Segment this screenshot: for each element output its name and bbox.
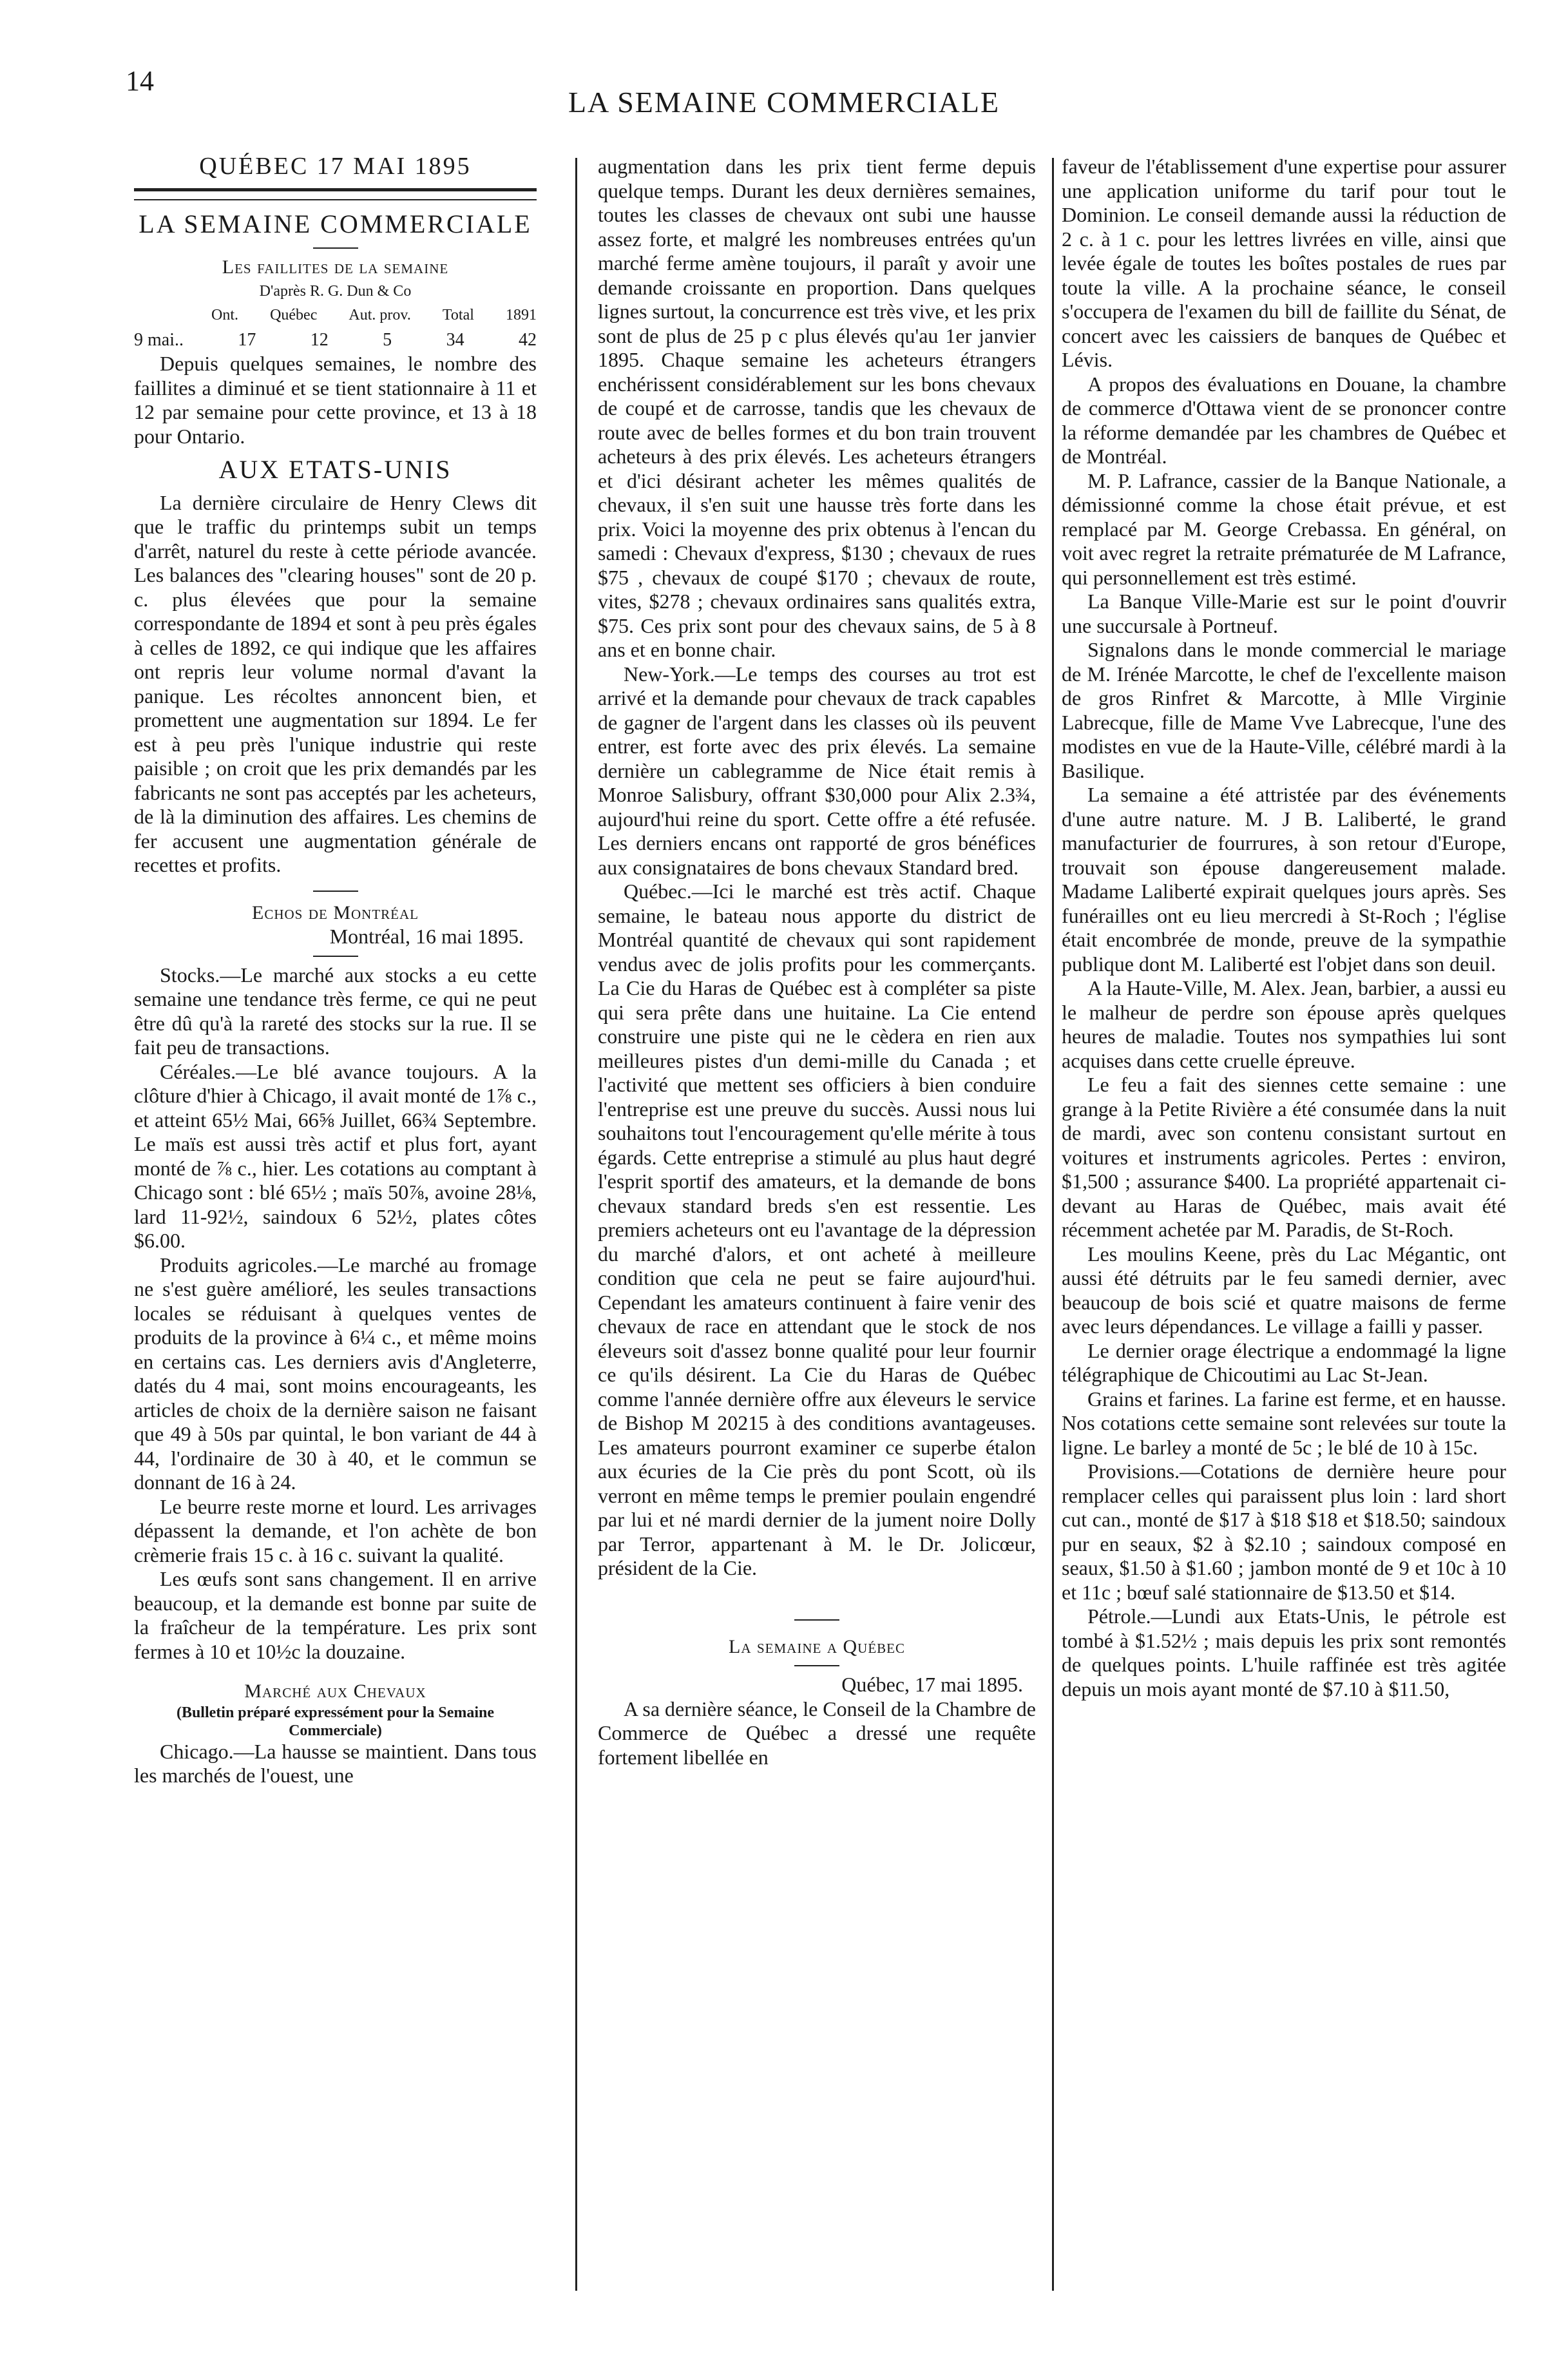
faillites-table-header xyxy=(134,303,537,328)
paragraph: A la Haute-Ville, M. Alex. Jean, barbier, a aussi eu le malheur de perdre son épouse après quelques heures de maladie. Toutes nos sympathies lui sont acquises dans cette cruelle épreuve. xyxy=(1062,976,1506,1072)
paragraph: Le feu a fait des siennes cette semaine : une grange à la Petite Rivière a été consumée dans la nuit de mardi, avec son contenu consistant surtout en voitures et instruments agricoles. Pertes : environ, $1,500 ; assurance $400. La propriété appartenait ci-devant au Haras de Québec, mais avait été récemment achetée par M. Paradis, de St-Roch. xyxy=(1062,1073,1506,1241)
table-cell: 12 xyxy=(310,329,329,350)
double-rule xyxy=(134,188,537,191)
column-2 xyxy=(598,155,1036,1769)
paragraph: M. P. Lafrance, cassier de la Banque Nationale, a démissionné comme la chose était prévue, et est remplacé par M. George Crebassa. En général, on voit avec regret la retraite prématurée de M Lafrance, qui personnellement est très estimé. xyxy=(1062,468,1506,589)
paragraph: Québec.—Ici le marché est très actif. Chaque semaine, le bateau nous apporte du district de Montréal quantité de chevaux qui sont rapidement vendus avec de jolis profits pour les commerçants. La Cie du Haras de Québec est à compléter sa piste qui sera prête dans une huitaine. La Cie entend construire une piste qui ne le cèdera en rien aux meilleures pistes d'un demi-mille du Canada ; et l'activité que mettent ses officiers à bien conduire l'entreprise est une preuve du succès. Aussi nous lui souhaitons tout l'encouragement qu'elle mérite à tous égards. Cette entreprise a stimulé au plus haut degré l'esprit sportif des amateurs, et la demande de bons chevaux standard breds s'en est ressentie. Les premiers acheteurs ont eu l'avantage de la dépression du marché d'alors, et ont acheté à meilleure condition que cela ne peut se faire aujourd'hui. Cependant les amateurs continuent à faire venir des chevaux de race en attendant que le stock de nos éleveurs soit d'assez bonne qualité pour leur fournir ce qu'ils désirent. La Cie du Haras de Québec comme l'année dernière offre aux éleveurs le service de Bishop M 20215 à des conditions avantageuses. Les amateurs pourront examiner ce superbe étalon aux écuries de la Cie près du pont Scott, où ils verront en même temps le premier poulain engendré par lui et né mardi dernier de la jument noire Dolly par Terror, appartenant à M. le Dr. Jolicœur, président de la Cie. xyxy=(598,880,1036,1579)
short-rule xyxy=(794,1665,839,1666)
paragraph: La dernière circulaire de Henry Clews dit que le traffic du printemps subit un temps d'arrêt, naturel du reste à cette période avancée. Les balances des "clearing houses" sont de 20 p. c. plus élevées que pour la semaine correspondante de 1894 et sont à peu près égales à celles de 1892, ce qui indique que les affaires ont repris leur volume normal d'avant la panique. Les récoltes annoncent bien, et promettent une augmentation sur 1894. Le fer est à peu près l'unique industrie qui reste paisible ; on croit que les prix demandés par les fabricants ne sont pas acceptés par les acheteurs, de là la diminution des affaires. Les chemins de fer accusent une augmentation générale de recettes et profits. xyxy=(134,490,537,876)
paragraph: Chicago.—La hausse se maintient. Dans tous les marchés de l'ouest, une xyxy=(134,1739,537,1787)
paragraph: augmentation dans les prix tient ferme depuis quelque temps. Durant les deux dernières semaines, toutes les classes de chevaux ont subi une hausse assez forte, et malgré les nombreuses entrées qu'un marché ferme amène toujours, il paraît y avoir une demande croissante en proportion. Dans quelques lignes surtout, la concurrence est très vive, et les prix sont de plus de 25 p c plus élevés qu'au 1er janvier 1895. Chaque semaine les acheteurs étrangers enchérissent considérablement sur les bons chevaux de coupé et de carrosse, tandis que les chevaux de route avec de belles formes et du bon train trouvent acheteurs à des prix élevés. Les acheteurs étrangers et d'ici désirant acheter les mêmes qualités de chevaux, il s'en suit une hausse très forte dans les prix. Voici la moyenne des prix obtenus à l'encan du samedi : Chevaux d'express, $130 ; chevaux de rues $75 , chevaux de coupé $170 ; chevaux de route, vites, $278 ; chevaux ordinaires sans qualités extra, $75. Ces prix sont pour des chevaux sains, de 5 à 8 ans et en bonne chair. xyxy=(598,155,1036,661)
table-header-cell: Québec xyxy=(270,307,318,323)
dateline: QUÉBEC 17 MAI 1895 xyxy=(199,153,472,180)
table-cell: 34 xyxy=(446,329,464,350)
paragraph: Signalons dans le monde commercial le mariage de M. Irénée Marcotte, le chef de l'excellente maison de gros Rinfret & Marcotte, à Mlle Virginie Labrecque, fille de Mame Vve Labrecque, l'une des modistes en vue de la Haute-Ville, célébré mardi à la Basilique. xyxy=(1062,638,1506,782)
faillites-heading: Les faillites de la semaine xyxy=(222,256,449,278)
section-heading: Marché aux Chevaux xyxy=(244,1681,426,1702)
section-heading: La semaine a Québec xyxy=(729,1635,905,1657)
column-rule-1 xyxy=(575,158,577,2291)
paragraph: Stocks.—Le marché aux stocks a eu cette semaine une tendance très ferme, ce qui ne peut être dû qu'à la rareté des stocks sur la rue. Il se fait peu de transactions. xyxy=(134,963,537,1059)
bulletin-note: (Bulletin préparé expressément pour la Semaine Commerciale) xyxy=(176,1704,495,1739)
paragraph: Le beurre reste morne et lourd. Les arrivages dépassent la demande, et l'on achète de bon crèmerie frais 15 c. à 16 c. suivant la qualité. xyxy=(134,1494,537,1566)
paragraph: A propos des évaluations en Douane, la chambre de commerce d'Ottawa vient de se prononcer contre la réforme demandée par les chambres de Québec et de Montréal. xyxy=(1062,372,1506,468)
table-cell: 5 xyxy=(383,329,392,350)
paragraph: Les œufs sont sans changement. Il en arrive beaucoup, et la demande est bonne par suite de la fraîcheur de la température. Les prix sont fermes à 10 et 10½c la douzaine. xyxy=(134,1567,537,1663)
table-header-cell: 1891 xyxy=(505,307,537,323)
table-header-cell: Total xyxy=(442,307,474,323)
masthead: LA SEMAINE COMMERCIALE xyxy=(139,209,532,238)
short-rule xyxy=(313,247,358,249)
paragraph: Le dernier orage électrique a endommagé la ligne télégraphique de Chicoutimi au Lac St-Jean. xyxy=(1062,1338,1506,1386)
paragraph: La semaine a été attristée par des événements d'une autre nature. M. J B. Laliberté, le grand manufacturier de fourrures, à son retour d'Europe, trouvait son épouse dangereusement malade. Madame Laliberté expirait quelques jours après. Ses funérailles ont eu lieu mercredi à St-Roch ; l'église était encombrée de monde, preuve de la sympathie publique dont M. Laliberté est l'objet dans son deuil. xyxy=(1062,783,1506,976)
paragraph: Grains et farines. La farine est ferme, et en hausse. Nos cotations cette semaine sont relevées sur toute la ligne. Le barley a monté de 5c ; le blé de 10 à 15c. xyxy=(1062,1387,1506,1459)
column-rule-2 xyxy=(1052,158,1054,2291)
paragraph: Produits agricoles.—Le marché au fromage ne s'est guère amélioré, les seules transactions locales se réduisant à quelques ventes de produits de la province à 6¼ c., et même moins en certains cas. Les derniers avis d'Angleterre, datés du 4 mai, sont moins encourageants, les articles de choix de la dernière saison ne faisant que 49 à 50s par quintal, le bon variant de 44 à 44, l'ordinaire de 30 à 40, et le commun se donnant de 16 à 24. xyxy=(134,1253,537,1494)
table-header-cell: Ont. xyxy=(211,307,238,323)
dateline-montreal: Montréal, 16 mai 1895. xyxy=(329,925,524,948)
paragraph: New-York.—Le temps des courses au trot est arrivé et la demande pour chevaux de track capables de gagner de l'argent dans les classes où ils peuvent entrer, est forte avec des prix élevés. La semaine dernière un cablegramme de Nice était remis à Monroe Salisbury, offrant $30,000 pour Alix 2.3¾, aujourd'hui reine du sport. Cette offre a été refusée. Les derniers encans ont rapporté de gros bénéfices aux consignataires de bons chevaux Standard bred. xyxy=(598,662,1036,879)
section-heading: Echos de Montréal xyxy=(252,901,419,923)
table-cell: 42 xyxy=(518,329,537,350)
short-rule xyxy=(313,956,358,957)
column-3 xyxy=(1062,155,1506,1701)
table-cell: 17 xyxy=(238,329,256,350)
paragraph: faveur de l'établissement d'une expertise pour assurer une application uniforme du tarif pour tout le Dominion. Le conseil demande aussi la réduction de 2 c. à 1 c. pour les lettres livrées en ville, ainsi que levée égale de toutes les boîtes postales de rues par toute la ville. A la prochaine séance, le conseil s'occupera de l'examen du bill de faillite du Sénat, de concert avec les caissiers de banques de Québec et Lévis. xyxy=(1062,155,1506,371)
page-number: 14 xyxy=(126,65,154,97)
column-1 xyxy=(134,155,537,1788)
short-rule xyxy=(313,891,358,892)
faillites-table-row xyxy=(134,328,537,352)
faillites-source: D'après R. G. Dun & Co xyxy=(259,282,412,300)
dateline-quebec: Québec, 17 mai 1895. xyxy=(841,1673,1023,1696)
paragraph: Les moulins Keene, près du Lac Mégantic, ont aussi été détruits par le feu samedi dernier, avec beaucoup de bois scié et quatre maisons de ferme avec leurs dépendances. Le village a failli y passer. xyxy=(1062,1242,1506,1338)
faillites-table xyxy=(134,303,537,352)
section-heading: AUX ETATS-UNIS xyxy=(218,455,452,484)
paragraph: Céréales.—Le blé avance toujours. A la clôture d'hier à Chicago, il avait monté de 1⅞ c., et atteint 65½ Mai, 66⅝ Juillet, 66¾ Septembre. Le maïs est aussi très actif et plus fort, ayant monté de ⅞ c., hier. Les cotations au comptant à Chicago sont : blé 65½ ; maïs 50⅞, avoine 28⅛, lard 11-92½, saindoux 6 52½, plates côtes $6.00. xyxy=(134,1059,537,1252)
paragraph: Provisions.—Cotations de dernière heure pour remplacer celles qui paraissent plus loin : lard short cut can., monté de $17 à $18 $18 et $18.50; saindoux pur en seaux, $2 à $2.10 ; saindoux composé en seaux, $1.50 à $1.60 ; jambon monté de 9 et 10c à 10 et 11c ; bœuf salé stationnaire de $13.50 et $14. xyxy=(1062,1460,1506,1604)
table-cell: 9 mai.. xyxy=(134,329,184,350)
table-header-cell: Aut. prov. xyxy=(349,307,411,323)
short-rule xyxy=(794,1619,839,1621)
paragraph: La Banque Ville-Marie est sur le point d'ouvrir une succursale à Portneuf. xyxy=(1062,590,1506,637)
thin-rule xyxy=(134,199,537,200)
paragraph: Pétrole.—Lundi aux Etats-Unis, le pétrole est tombé à $1.52½ ; mais depuis les prix sont remontés de quelques points. L'huile raffinée est très agitée depuis un mois ayant monté de $7.10 à $11.50, xyxy=(1062,1604,1506,1700)
paragraph: Depuis quelques semaines, le nombre des faillites a diminué et se tient stationnaire à 11 et 12 par semaine pour cette province, et 13 à 18 pour Ontario. xyxy=(134,352,537,448)
running-head: LA SEMAINE COMMERCIALE xyxy=(568,86,1000,119)
paragraph: A sa dernière séance, le Conseil de la Chambre de Commerce de Québec a dressé une requête fortement libellée en xyxy=(598,1697,1036,1769)
